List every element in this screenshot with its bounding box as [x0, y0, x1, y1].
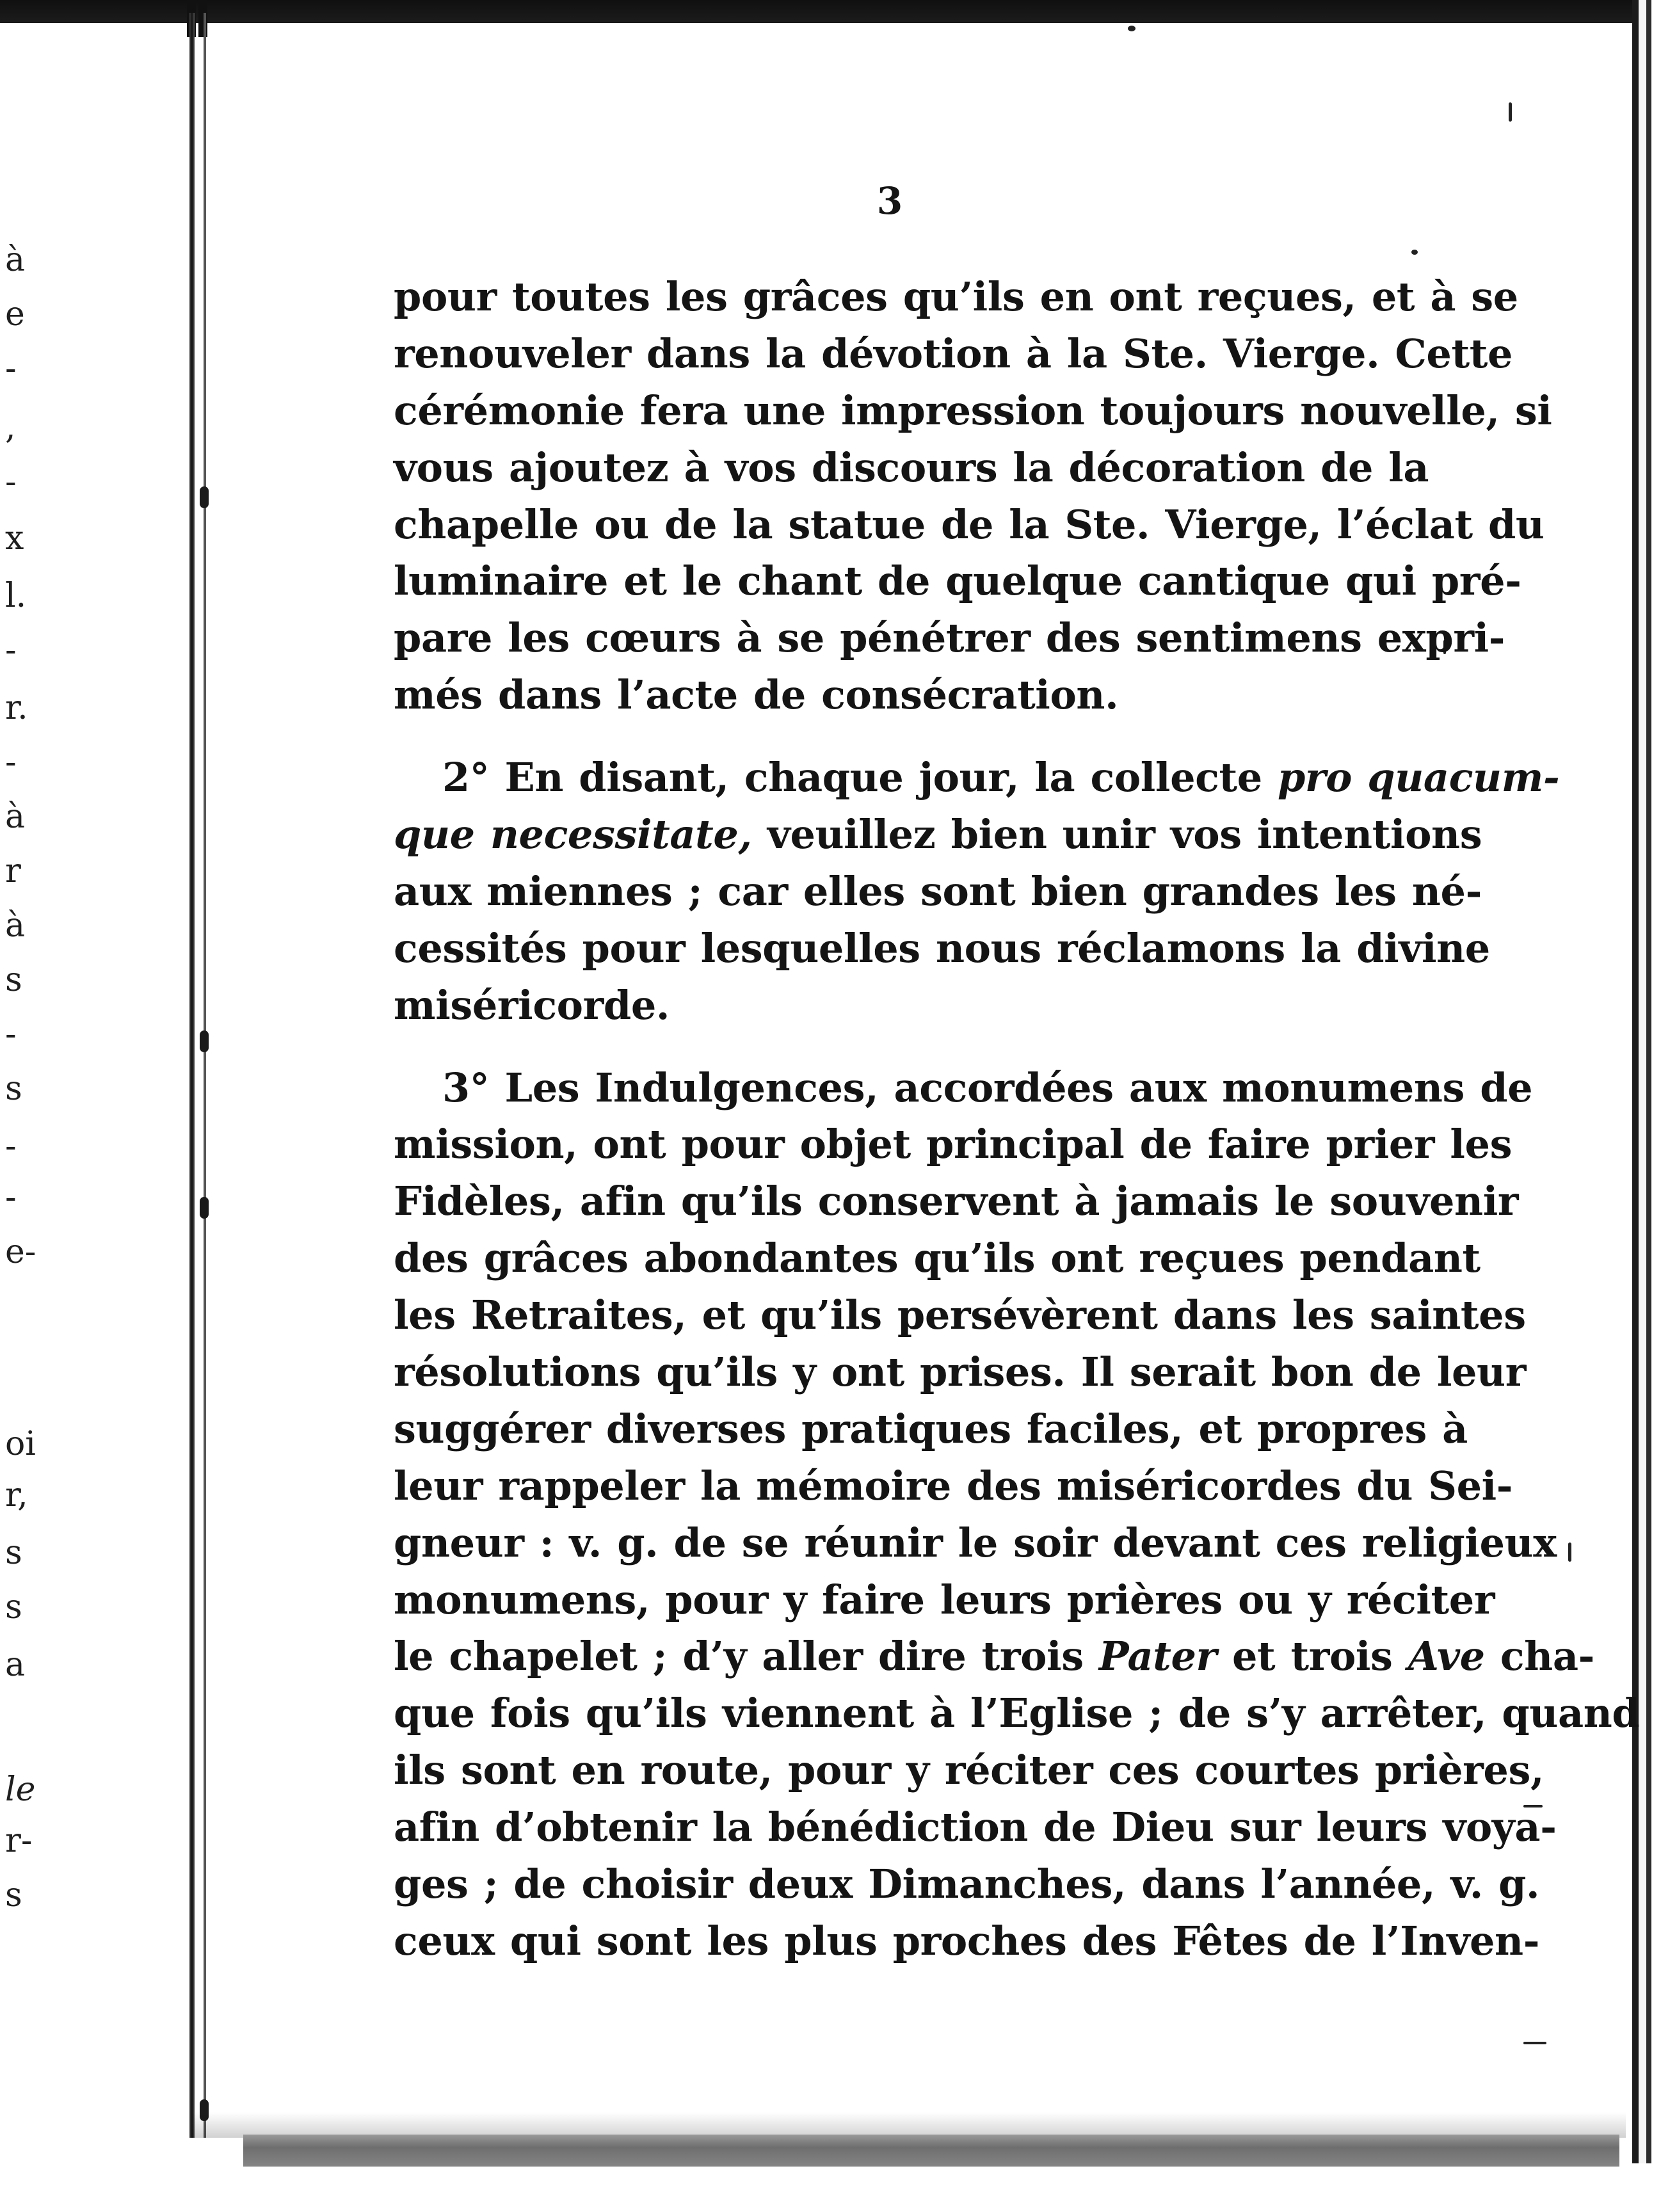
gutter-mark [200, 486, 209, 508]
margin-fragment: à [5, 906, 26, 945]
margin-fragment: - [5, 1127, 17, 1166]
text-line [394, 1799, 1557, 1856]
text-run: aux miennes ; car elles sont bien grandes les né- [394, 867, 1482, 915]
text-run: afin d’obtenir la bénédiction de Dieu sur leurs voya- [394, 1804, 1557, 1851]
text-line [394, 863, 1482, 920]
italic-text: Ave [1408, 1633, 1485, 1680]
text-line [394, 1401, 1468, 1458]
text-run: renouveler dans la dévotion à la Ste. Vierge. Cette [394, 330, 1513, 377]
paragraph-gap [394, 724, 1402, 749]
text-run: ges ; de choisir deux Dimanches, dans l’année, v. g. [394, 1861, 1540, 1908]
text-run: 3° Les Indulgences, accordées aux monumens de [442, 1064, 1533, 1111]
text-run: vous ajoutez à vos discours la décoration de la [394, 444, 1429, 491]
text-line [394, 1856, 1540, 1913]
margin-fragment: - [5, 631, 17, 669]
text-run: veuillez bien unir vos intentions [751, 811, 1482, 858]
scan-speck [1411, 250, 1418, 255]
text-line [394, 1628, 1594, 1685]
margin-fragment: , [5, 408, 16, 447]
page-gutter-line [189, 13, 195, 2138]
body-text [394, 269, 1640, 1970]
margin-fragment: e- [5, 1233, 36, 1271]
text-run: ceux qui sont les plus proches des Fêtes de l’Inven- [394, 1917, 1540, 1964]
text-line [394, 1913, 1540, 1970]
text-line [394, 1230, 1480, 1287]
text-line [394, 1173, 1519, 1230]
margin-fragment: e [5, 295, 25, 333]
text-line [394, 667, 1402, 724]
margin-fragment: r, [5, 1476, 28, 1514]
paragraph [394, 749, 1560, 1034]
italic-text: que necessitate, [394, 811, 752, 858]
page-gutter-line [204, 13, 206, 2138]
scan-speck [1509, 102, 1512, 122]
scan-right-border [1632, 0, 1677, 2163]
margin-fragment: - [5, 1015, 17, 1054]
margin-fragment: le [5, 1770, 36, 1809]
gutter-mark [200, 1197, 209, 1219]
margin-fragment: s [5, 1588, 22, 1626]
margin-fragment: r [5, 852, 21, 890]
text-run: 2° En disant, chaque jour, la collecte [442, 754, 1278, 801]
text-line [394, 1458, 1513, 1515]
text-run: luminaire et le chant de quelque cantique qui pré- [394, 557, 1521, 605]
margin-fragment: - [5, 463, 17, 501]
text-line [394, 383, 1552, 440]
text-line [394, 1287, 1526, 1344]
text-run: le chapelet ; d’y aller dire trois [394, 1633, 1099, 1680]
text-line [394, 497, 1545, 554]
text-run: mission, ont pour objet principal de faire prier les [394, 1121, 1513, 1168]
text-line [394, 269, 1518, 326]
margin-fragment: s [5, 1534, 22, 1572]
text-line [394, 1344, 1526, 1401]
text-line [394, 920, 1490, 977]
scan-speck [1523, 2042, 1546, 2044]
margin-fragment: a [5, 1646, 26, 1684]
text-run: les Retraites, et qu’ils persévèrent dans les saintes [394, 1292, 1526, 1339]
text-line [394, 806, 1482, 863]
text-run: cha- [1484, 1633, 1594, 1680]
text-run: et trois [1216, 1633, 1408, 1680]
text-run: monumens, pour y faire leurs prières ou y réciter [394, 1576, 1495, 1623]
text-run: résolutions qu’ils y ont prises. Il serait bon de leur [394, 1349, 1526, 1396]
italic-text: Pater [1098, 1633, 1217, 1680]
margin-fragment: - [5, 1178, 17, 1217]
text-line [394, 553, 1521, 610]
margin-fragment: - [5, 349, 17, 388]
text-run: pour toutes les grâces qu’ils en ont reçues, et à se [394, 273, 1518, 320]
text-run: Fidèles, afin qu’ils conservent à jamais le souvenir [394, 1178, 1519, 1225]
margin-fragment: l. [5, 577, 27, 615]
margin-fragment: à [5, 241, 26, 279]
margin-fragment: - [5, 743, 17, 781]
text-line [394, 1060, 1533, 1117]
margin-fragment: r- [5, 1822, 33, 1860]
text-run: més dans l’acte de consécration. [394, 671, 1119, 719]
paragraph [394, 269, 1552, 724]
text-run: suggérer diverses pratiques faciles, et propres à [394, 1405, 1468, 1452]
text-line [394, 749, 1560, 806]
margin-fragment: s [5, 1070, 22, 1108]
text-run: miséricorde. [394, 981, 670, 1029]
scan-speck [1128, 26, 1135, 31]
text-run: gneur : v. g. de se réunir le soir devant ces religieux [394, 1519, 1557, 1566]
text-line [394, 1515, 1557, 1572]
text-run: pare les cœurs à se pénétrer des sentimens expri- [394, 614, 1505, 662]
text-line [394, 1685, 1640, 1742]
text-run: leur rappeler la mémoire des miséricordes du Sei- [394, 1462, 1513, 1509]
page-number: 3 [876, 179, 903, 223]
text-run: cessités pour lesquelles nous réclamons la divine [394, 924, 1490, 972]
italic-text: pro quacum- [1277, 754, 1560, 801]
text-line [394, 440, 1429, 497]
margin-fragment: s [5, 1876, 22, 1914]
text-line [394, 610, 1505, 667]
margin-fragment: x [5, 519, 24, 557]
text-line [394, 977, 1402, 1034]
text-run: ils sont en route, pour y réciter ces courtes prières, [394, 1747, 1545, 1794]
scan-bottom-border [243, 2135, 1619, 2167]
scan-top-border [0, 0, 1677, 23]
text-line [394, 1116, 1513, 1173]
margin-fragment: à [5, 797, 26, 836]
text-line [394, 1742, 1545, 1799]
margin-fragment: r. [5, 689, 28, 727]
scan-bottom-shadow [192, 2112, 1626, 2138]
text-run: que fois qu’ils viennent à l’Eglise ; de s’y arrêter, quand [394, 1690, 1640, 1737]
paragraph-gap [394, 1034, 1402, 1060]
text-run: cérémonie fera une impression toujours nouvelle, si [394, 387, 1552, 434]
text-line [394, 326, 1513, 383]
scan-speck [1568, 1543, 1571, 1562]
paragraph [394, 1060, 1640, 1970]
text-run: chapelle ou de la statue de la Ste. Vierge, l’éclat du [394, 501, 1545, 548]
margin-fragment: oi [5, 1425, 36, 1463]
gutter-mark [200, 1030, 209, 1052]
margin-fragment: s [5, 961, 22, 999]
text-run: des grâces abondantes qu’ils ont reçues pendant [394, 1235, 1480, 1282]
text-line [394, 1572, 1495, 1629]
